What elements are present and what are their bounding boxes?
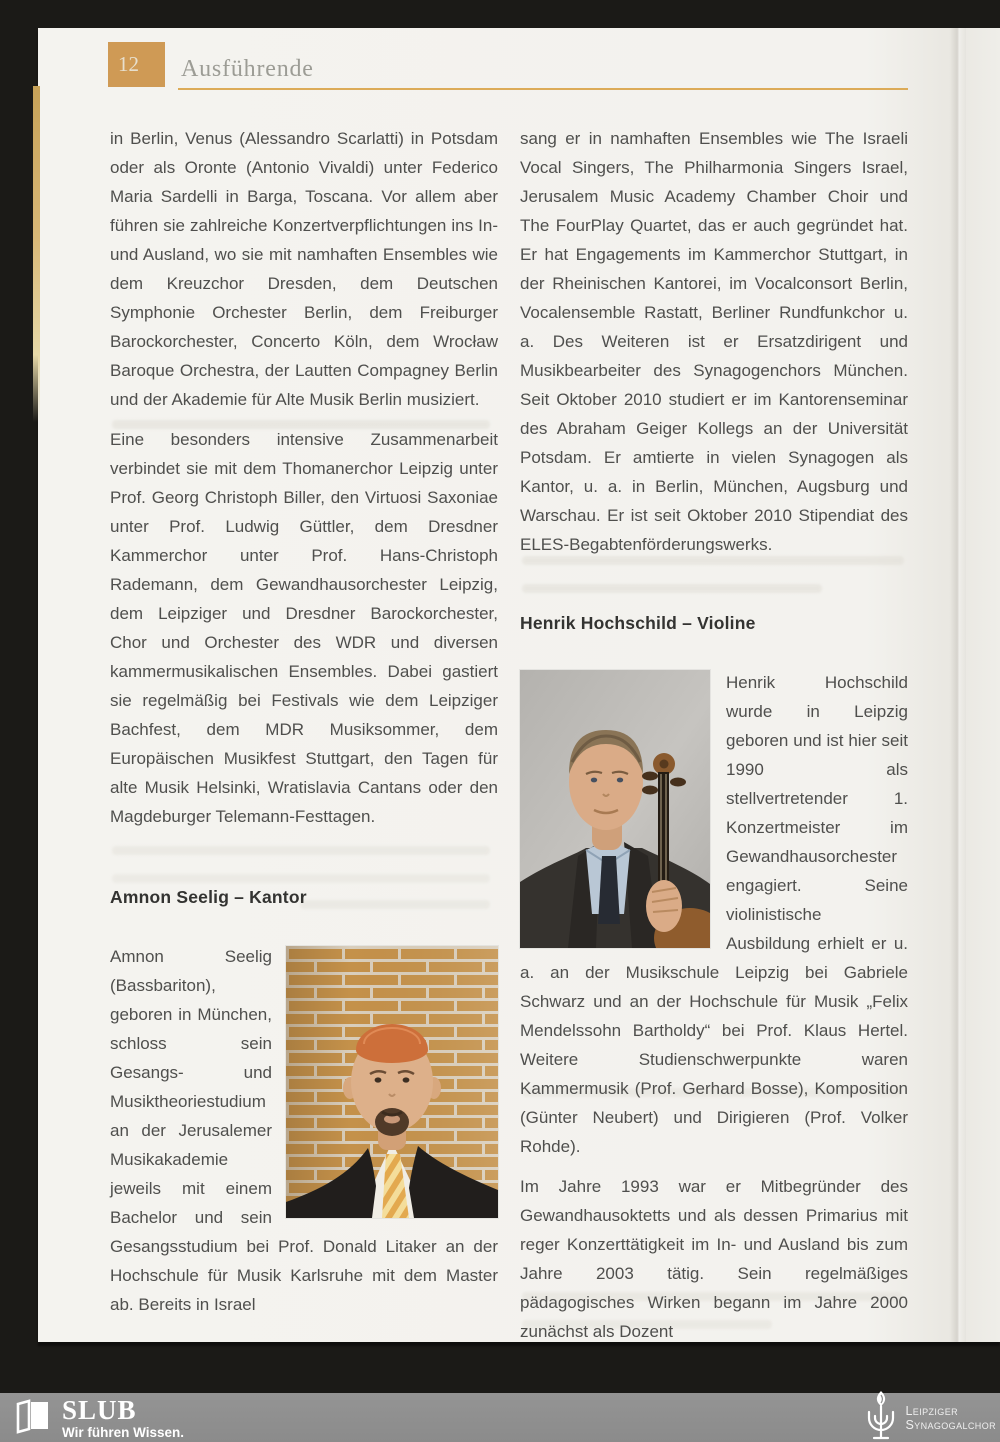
paragraph: Eine besonders intensive Zusammenarbeit verbindet sie mit dem Thomanerchor Leipzig unter Prof. Georg Christoph Biller, den Virtuosi Saxoniae unter Prof. Ludwig Güttler, dem Dresdner Kammerchor unter Prof. Hans-Christoph Rademann, dem Gewandhausorchester Leipzig, dem Leipziger und Dresdner Barockorchester, Chor und Orchester des WDR und diversen kammermusikalischen Ensembles. Dabei gastiert sie regelmäßig bei Festivals wie dem Leipziger Bachfest, dem MDR Musiksommer, dem Europäischen Musikfest Stuttgart, den Tagen für alte Musik Helsinki, Wratislavia Cantans oder den Magdeburger Telemann-Festtagen.: [110, 430, 498, 826]
page-number: 12: [118, 52, 139, 76]
slub-tagline: Wir führen Wissen.: [62, 1425, 185, 1440]
left-column: [110, 124, 498, 1330]
section-heading-hochschild: Henrik Hochschild – Violine: [520, 613, 756, 633]
seelig-section: [110, 942, 498, 1330]
menorah-icon: [863, 1388, 899, 1442]
paragraph: in Berlin, Venus (Alessandro Scarlatti) in Potsdam oder als Oronte (Antonio Vivaldi) unter Federico Maria Sardelli in Barga, Toscana. Vor allem aber führen sie zahlreiche Konzertverpflichtungen ins In- und Ausland, wo sie mit namhaften Ensembles wie dem Kreuzchor Dresden, dem Deutschen Symphonie Orchester Berlin, dem Freiburger Barockorchester, Concerto Köln, dem Wrocław Baroque Orchestra, der Lautten Compagney Berlin und der Akademie für Alte Musik Berlin musiziert.: [110, 129, 498, 409]
right-column: [520, 124, 908, 1357]
header-rule: [178, 88, 908, 90]
portrait-illustration: [520, 670, 710, 948]
choir-logo: [863, 1393, 996, 1442]
portrait-illustration: [286, 946, 498, 1218]
choir-name-line2: Synagogalchor: [905, 1417, 996, 1432]
page-number-box: [108, 42, 165, 87]
page-fold-shadow: [950, 28, 966, 1342]
page-title: Ausführende: [181, 56, 314, 82]
viewer-footer-bar: [0, 1393, 1000, 1442]
choir-text-block: [905, 1404, 996, 1432]
paragraph: Amnon Seelig (Bassbariton), geboren in München, schloss sein Gesangs- und Musiktheoriestudium an der Jerusalemer Musikakademie jeweils mit einem Bachelor und sein Gesangsstudium bei Prof. Donald Litaker an der Hochschule für Musik Karlsruhe mit dem Master ab. Bereits in Israel: [110, 947, 498, 1314]
hochschild-section: [520, 668, 908, 1172]
paragraph: Im Jahre 1993 war er Mitbegründer des Gewandhausoktetts und als dessen Primarius mit reger Konzerttätigkeit im In- und Ausland bis zum Jahre 2003 tätig. Sein regelmäßiges pädagogisches Wirken begann im Jahre 2000 zunächst als Dozent: [520, 1177, 908, 1341]
henrik-hochschild-photo: [520, 670, 710, 948]
slub-logo: [14, 1397, 184, 1440]
page-edge-strip: [33, 86, 40, 422]
slub-name: SLUB: [62, 1395, 137, 1425]
section-heading-seelig: Amnon Seelig – Kantor: [110, 887, 307, 907]
book-icon: [14, 1397, 52, 1435]
paragraph: Henrik Hochschild wurde in Leipzig geboren und ist hier seit 1990 als stellvertretender 1. Konzertmeister im Gewandhausorchester engagiert. Seine violinistische Ausbildung erhielt er u. a. an der Musikschule Leipzig bei Gabriele Schwarz und an der Hochschule für Musik „Felix Mendelssohn Bartholdy“ bei Prof. Klaus Hertel. Weitere Studienschwerpunkte waren Kammermusik (Prof. Gerhard Bosse), Komposition (Günter Neubert) und Dirigieren (Prof. Volker Rohde).: [520, 673, 908, 1156]
choir-name-line1: Leipziger: [905, 1403, 958, 1418]
slub-text-block: [62, 1397, 184, 1440]
amnon-seelig-photo: [286, 946, 498, 1218]
paragraph: sang er in namhaften Ensembles wie The Israeli Vocal Singers, The Philharmonia Singers Israel, Jerusalem Music Academy Chamber Choir und The FourPlay Quartet, das er auch gegründet hat. Er hat Engagements im Kammerchor Stuttgart, in der Rheinischen Kantorei, im Vocalconsort Berlin, Vocalensemble Rastatt, Berliner Rundfunkchor u. a. Des Weiteren ist er Ersatzdirigent und Musikbearbeiter des Synagogenchors München. Seit Oktober 2010 studiert er im Kantorenseminar des Abraham Geiger Kollegs an der Universität Potsdam. Er amtierte in vielen Synagogen als Kantor, u. a. in Berlin, München, Augsburg und Warschau. Er ist seit Oktober 2010 Stipendiat des ELES-Begabtenförderungswerks.: [520, 129, 908, 554]
